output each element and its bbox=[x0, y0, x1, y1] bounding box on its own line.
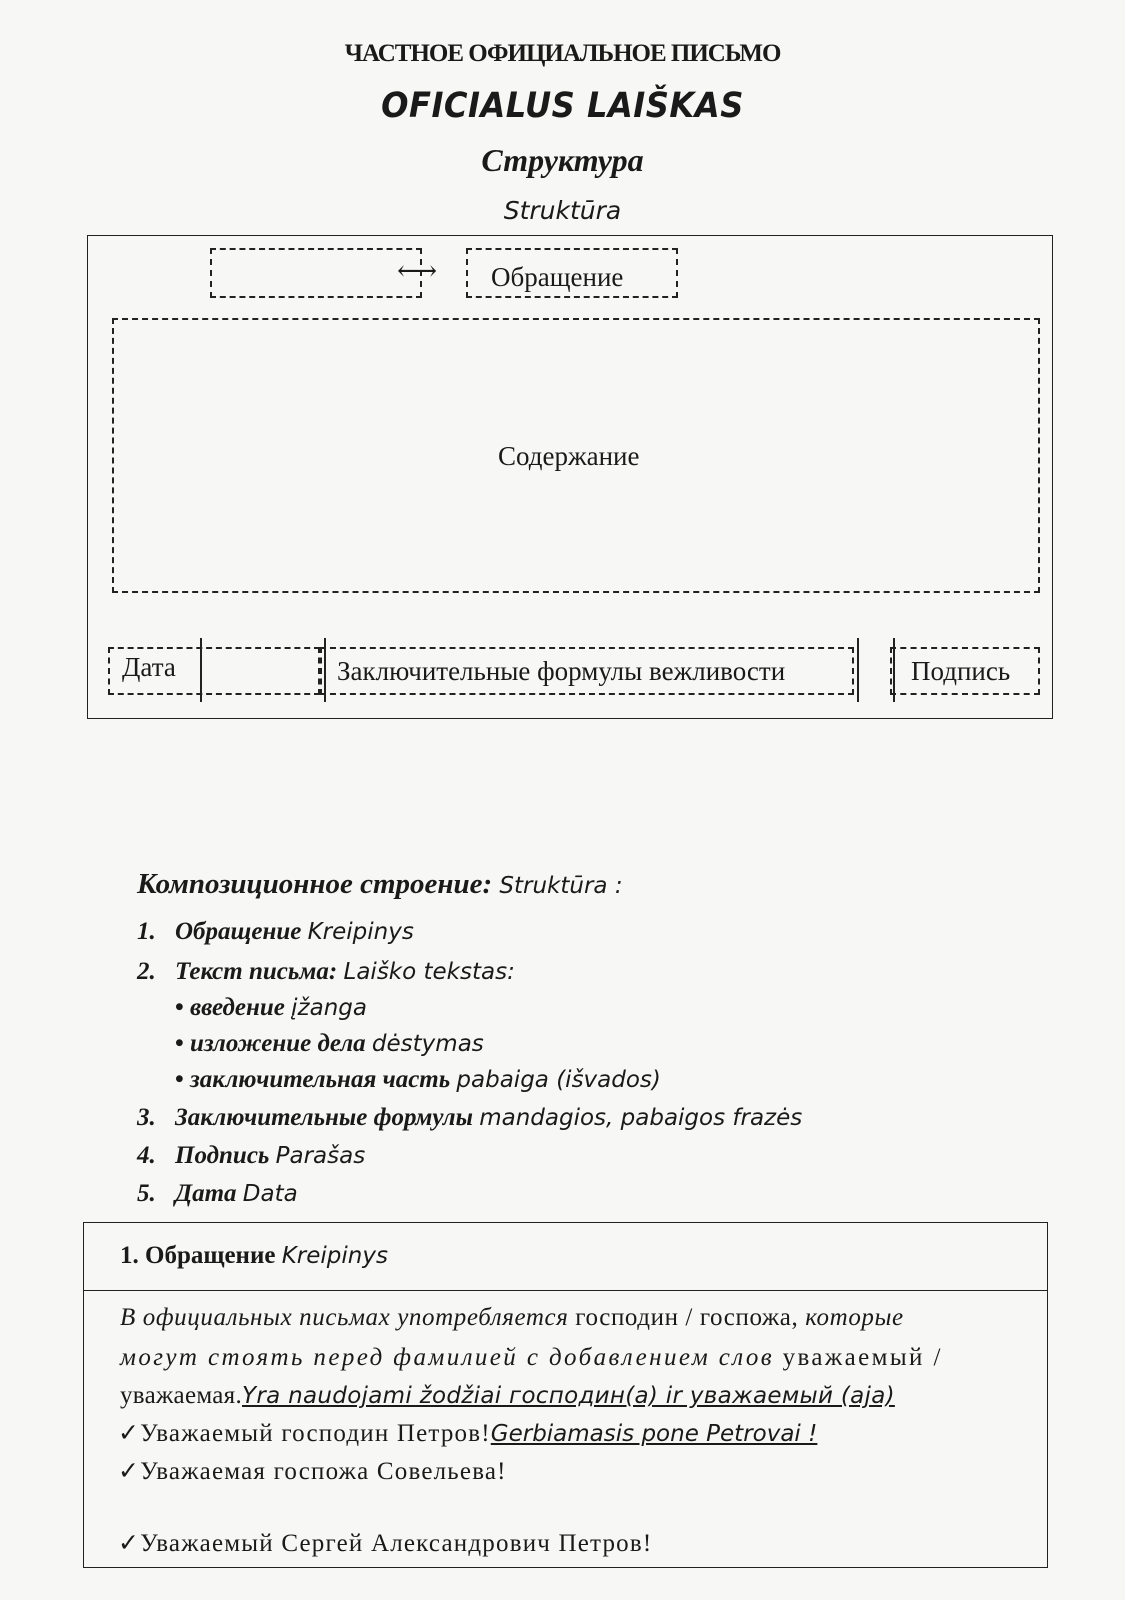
list-item-lt: Parašas bbox=[275, 1143, 366, 1169]
list-item-lt: mandagios, pabaigos frazės bbox=[479, 1105, 803, 1131]
list-item-ru: Текст письма: bbox=[175, 958, 338, 985]
list-item bbox=[137, 1104, 802, 1132]
section-heading-ru: 1. Обращение bbox=[120, 1242, 276, 1269]
paragraph-line-3 bbox=[120, 1382, 895, 1410]
sub-item-lt: įžanga bbox=[291, 995, 367, 1021]
address-label: Обращение bbox=[491, 262, 624, 292]
text-italic: которые bbox=[805, 1304, 904, 1331]
paragraph-line-1 bbox=[120, 1304, 904, 1332]
sub-item-lt: dėstymas bbox=[371, 1031, 484, 1057]
subtitle-lt: Struktūra bbox=[503, 196, 622, 225]
composition-title bbox=[137, 868, 623, 901]
title-lt: OFICIALUS LAIŠKAS bbox=[381, 86, 744, 126]
text-italic: В официальных письмах употребляется bbox=[120, 1304, 569, 1331]
example-text: Уважаемый Сергей Александрович Петров! bbox=[140, 1530, 653, 1557]
text-lt-underlined: Yra naudojami žodžiai господин(а) ir уважаемый (aja) bbox=[242, 1383, 895, 1409]
checkmark-icon: ✓ bbox=[118, 1458, 141, 1485]
divider-tick bbox=[324, 638, 326, 702]
bullet-icon: • bbox=[175, 1066, 184, 1093]
list-item bbox=[137, 918, 414, 946]
paragraph-line-2 bbox=[120, 1344, 943, 1372]
list-item bbox=[137, 1180, 298, 1208]
list-item bbox=[137, 958, 515, 986]
example-line bbox=[118, 1418, 817, 1448]
example-text-lt: Gerbiamasis pone Petrovai ! bbox=[490, 1421, 818, 1447]
sub-item-lt: pabaiga (išvados) bbox=[456, 1067, 661, 1093]
sub-list-item bbox=[175, 994, 367, 1022]
bullet-icon: • bbox=[175, 1030, 184, 1057]
list-item-lt: Laiško tekstas: bbox=[343, 959, 515, 985]
section-heading bbox=[120, 1242, 388, 1270]
sub-list-item bbox=[175, 1030, 484, 1058]
list-number: 3. bbox=[137, 1104, 156, 1131]
sub-item-ru: изложение дела bbox=[190, 1030, 366, 1057]
list-item-ru: Подпись bbox=[175, 1142, 270, 1169]
bullet-icon: • bbox=[175, 994, 184, 1021]
section-heading-lt: Kreipinys bbox=[281, 1243, 388, 1269]
list-item bbox=[137, 1142, 365, 1170]
list-number: 5. bbox=[137, 1180, 156, 1207]
address-arrow: ⟷ bbox=[397, 256, 438, 287]
divider-tick bbox=[200, 638, 202, 702]
subtitle-ru: Структура bbox=[481, 142, 644, 178]
content-label: Содержание bbox=[498, 441, 640, 471]
list-number: 4. bbox=[137, 1142, 156, 1169]
text-regular: уважаемый / bbox=[782, 1344, 943, 1371]
example-line bbox=[118, 1528, 652, 1558]
list-item-ru: Дата bbox=[175, 1180, 237, 1207]
section-divider bbox=[83, 1290, 1048, 1291]
divider-tick bbox=[857, 638, 859, 702]
text-regular: господин / госпожа, bbox=[575, 1304, 799, 1331]
sender-placeholder-box bbox=[210, 248, 422, 298]
sub-item-ru: заключительная часть bbox=[190, 1066, 451, 1093]
list-item-ru: Обращение bbox=[175, 918, 302, 945]
title-ru: ЧАСТНОЕ ОФИЦИАЛЬНОЕ ПИСЬМО bbox=[344, 40, 781, 67]
list-item-lt: Data bbox=[242, 1181, 298, 1207]
example-text: Уважаемая госпожа Совельева! bbox=[140, 1458, 507, 1485]
list-number: 2. bbox=[137, 958, 156, 985]
sub-item-ru: введение bbox=[190, 994, 285, 1021]
date-label: Дата bbox=[122, 652, 176, 682]
list-number: 1. bbox=[137, 918, 156, 945]
text-italic: могут стоять перед фамилией с добавлением слов bbox=[120, 1344, 774, 1371]
sub-list-item bbox=[175, 1066, 661, 1094]
list-item-lt: Kreipinys bbox=[307, 919, 414, 945]
composition-title-lt: Struktūra : bbox=[499, 873, 623, 899]
example-text: Уважаемый господин Петров! bbox=[140, 1420, 491, 1447]
list-item-ru: Заключительные формулы bbox=[175, 1104, 473, 1131]
checkmark-icon: ✓ bbox=[118, 1530, 141, 1557]
composition-title-ru: Композиционное строение: bbox=[137, 868, 493, 900]
checkmark-icon: ✓ bbox=[118, 1420, 141, 1447]
divider-tick bbox=[893, 638, 895, 702]
closing-label: Заключительные формулы вежливости bbox=[337, 656, 786, 686]
signature-label: Подпись bbox=[911, 656, 1011, 686]
text-regular: уважаемая. bbox=[120, 1382, 243, 1409]
example-line bbox=[118, 1456, 507, 1486]
